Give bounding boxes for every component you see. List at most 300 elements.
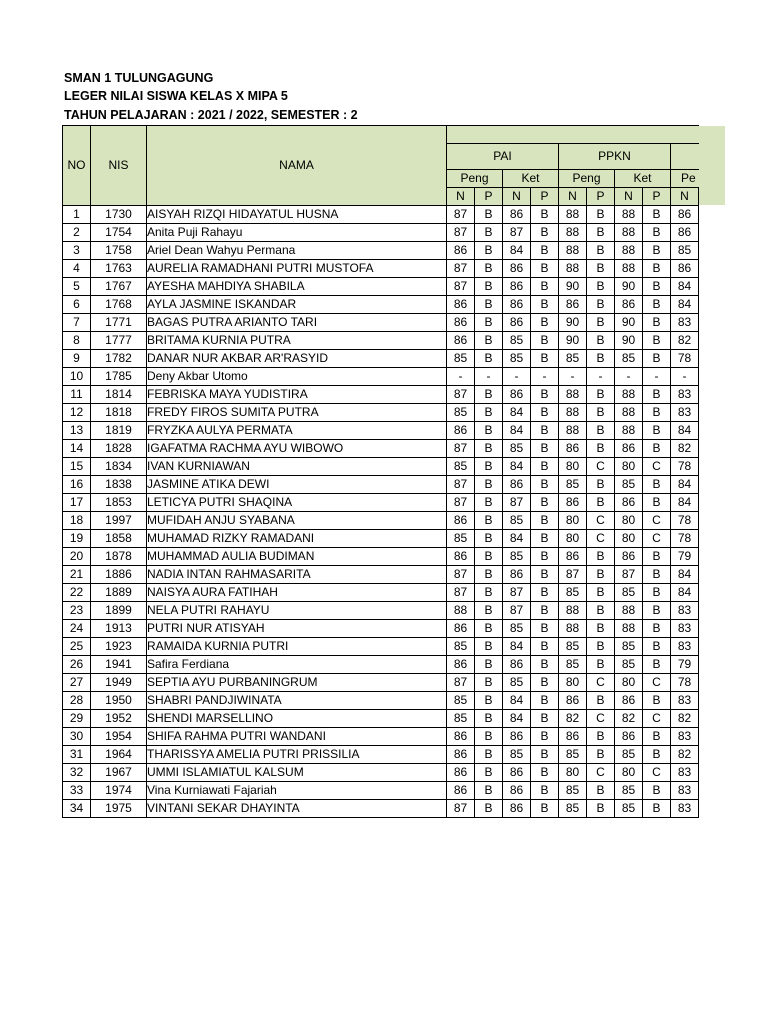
ppkn-ket-p: B (643, 602, 671, 620)
pai-ket-p: B (531, 206, 559, 224)
row-nama: PUTRI NUR ATISYAH (147, 620, 447, 638)
pai-ket-p: B (531, 440, 559, 458)
row-no: 5 (63, 278, 91, 296)
pai-peng-n: 86 (447, 764, 475, 782)
row-no: 21 (63, 566, 91, 584)
pai-ket-n: 86 (503, 206, 531, 224)
pai-peng-n: 87 (447, 206, 475, 224)
table-row (63, 296, 699, 314)
row-nama: Deny Akbar Utomo (147, 368, 447, 386)
ppkn-peng-p: B (587, 386, 615, 404)
ppkn-ket-n: 88 (615, 422, 643, 440)
row-nis: 1889 (91, 584, 147, 602)
row-no: 9 (63, 350, 91, 368)
ppkn-ket-n: 85 (615, 656, 643, 674)
row-nama: Anita Puji Rahayu (147, 224, 447, 242)
ppkn-peng-n: 85 (559, 782, 587, 800)
row-no: 8 (63, 332, 91, 350)
ppkn-peng-n: 88 (559, 422, 587, 440)
table-row (63, 404, 699, 422)
pai-ket-p: B (531, 314, 559, 332)
pai-ket-p: - (531, 368, 559, 386)
ppkn-peng-n: 90 (559, 314, 587, 332)
row-nis: 1730 (91, 206, 147, 224)
ppkn-peng-p: B (587, 350, 615, 368)
pai-peng-p: B (475, 530, 503, 548)
ppkn-ket-n: 88 (615, 386, 643, 404)
pai-peng-p: B (475, 548, 503, 566)
row-nis: 1782 (91, 350, 147, 368)
row-nama: Safira Ferdiana (147, 656, 447, 674)
row-nama: BAGAS PUTRA ARIANTO TARI (147, 314, 447, 332)
next-n: 79 (671, 548, 699, 566)
ppkn-peng-n: 80 (559, 674, 587, 692)
pai-ket-n: 87 (503, 224, 531, 242)
ppkn-peng-n: 88 (559, 620, 587, 638)
ppkn-peng-p: B (587, 278, 615, 296)
pai-peng-p: B (475, 242, 503, 260)
ppkn-ket-p: C (643, 530, 671, 548)
pai-ket-n: 85 (503, 350, 531, 368)
pai-peng-n: 88 (447, 602, 475, 620)
pai-peng-n: 86 (447, 242, 475, 260)
row-nis: 1949 (91, 674, 147, 692)
ppkn-peng-n: 82 (559, 710, 587, 728)
pai-ket-p: B (531, 548, 559, 566)
pai-peng-n: 85 (447, 404, 475, 422)
pai-ket-p: B (531, 278, 559, 296)
pai-peng-p: B (475, 386, 503, 404)
pai-ket-p: B (531, 656, 559, 674)
pai-ket-p: B (531, 242, 559, 260)
ppkn-peng-n: 80 (559, 512, 587, 530)
p-header: P (531, 187, 559, 205)
col-nis: NIS (91, 126, 147, 206)
ppkn-peng-p: B (587, 566, 615, 584)
ppkn-ket-n: 88 (615, 224, 643, 242)
row-no: 26 (63, 656, 91, 674)
row-nis: 1997 (91, 512, 147, 530)
ppkn-ket-n: - (615, 368, 643, 386)
ppkn-peng: Peng (559, 169, 615, 187)
next-n: 83 (671, 692, 699, 710)
table-row (63, 512, 699, 530)
row-nama: SEPTIA AYU PURBANINGRUM (147, 674, 447, 692)
row-nis: 1853 (91, 494, 147, 512)
ppkn-ket-p: C (643, 710, 671, 728)
pai-peng-n: 85 (447, 530, 475, 548)
pai-peng-n: 87 (447, 440, 475, 458)
table-row (63, 548, 699, 566)
ppkn-peng-p: C (587, 674, 615, 692)
pai-peng-p: B (475, 602, 503, 620)
ppkn-ket-n: 90 (615, 278, 643, 296)
table-row (63, 728, 699, 746)
row-nis: 1754 (91, 224, 147, 242)
next-n: 83 (671, 800, 699, 818)
table-row (63, 692, 699, 710)
ppkn-peng-p: B (587, 746, 615, 764)
next-n: 78 (671, 458, 699, 476)
ppkn-peng-n: 88 (559, 206, 587, 224)
row-nama: SHENDI MARSELLINO (147, 710, 447, 728)
row-no: 1 (63, 206, 91, 224)
pai-ket-n: 86 (503, 260, 531, 278)
next-n: 82 (671, 746, 699, 764)
pai-ket-p: B (531, 620, 559, 638)
next-n: 83 (671, 386, 699, 404)
pai-ket-p: B (531, 404, 559, 422)
ppkn-ket-p: B (643, 404, 671, 422)
pai-ket-p: B (531, 800, 559, 818)
ppkn-ket-p: B (643, 386, 671, 404)
pai-peng-n: 86 (447, 782, 475, 800)
pai-peng-p: B (475, 314, 503, 332)
p-header: P (475, 187, 503, 205)
table-row (63, 278, 699, 296)
row-no: 33 (63, 782, 91, 800)
row-nis: 1785 (91, 368, 147, 386)
row-nis: 1771 (91, 314, 147, 332)
ppkn-peng-p: B (587, 602, 615, 620)
ppkn-peng-n: 88 (559, 260, 587, 278)
pai-ket-n: 84 (503, 242, 531, 260)
pai-ket-p: B (531, 746, 559, 764)
ppkn-ket-p: B (643, 278, 671, 296)
pai-peng-n: - (447, 368, 475, 386)
pai-ket-n: 86 (503, 386, 531, 404)
row-nis: 1838 (91, 476, 147, 494)
next-n: - (671, 368, 699, 386)
ppkn-ket-p: B (643, 584, 671, 602)
pai-peng-n: 87 (447, 224, 475, 242)
table-row (63, 746, 699, 764)
row-nis: 1878 (91, 548, 147, 566)
pai-peng-n: 87 (447, 260, 475, 278)
ppkn-ket-n: 87 (615, 566, 643, 584)
ppkn-peng-n: - (559, 368, 587, 386)
ppkn-ket-p: B (643, 242, 671, 260)
ppkn-ket-n: 80 (615, 764, 643, 782)
pai-ket-n: 86 (503, 728, 531, 746)
ppkn-ket-p: B (643, 350, 671, 368)
ppkn-ket-p: B (643, 422, 671, 440)
table-row (63, 584, 699, 602)
row-no: 6 (63, 296, 91, 314)
ppkn-ket-p: B (643, 476, 671, 494)
row-nis: 1899 (91, 602, 147, 620)
row-no: 23 (63, 602, 91, 620)
row-no: 31 (63, 746, 91, 764)
row-no: 22 (63, 584, 91, 602)
pai-peng-p: B (475, 278, 503, 296)
ppkn-ket-n: 80 (615, 458, 643, 476)
next-n: 83 (671, 782, 699, 800)
row-no: 34 (63, 800, 91, 818)
ppkn-ket-p: B (643, 206, 671, 224)
pai-peng-p: B (475, 746, 503, 764)
pai-peng-n: 87 (447, 674, 475, 692)
pai-peng-n: 85 (447, 692, 475, 710)
row-no: 16 (63, 476, 91, 494)
pai-ket-n: 86 (503, 782, 531, 800)
row-nama: NAISYA AURA FATIHAH (147, 584, 447, 602)
row-nis: 1758 (91, 242, 147, 260)
row-no: 13 (63, 422, 91, 440)
pai-ket-p: B (531, 332, 559, 350)
pai-peng-p: B (475, 332, 503, 350)
pai-peng-n: 86 (447, 512, 475, 530)
row-no: 3 (63, 242, 91, 260)
ppkn-ket: Ket (615, 169, 671, 187)
ppkn-peng-n: 85 (559, 350, 587, 368)
ppkn-ket-p: B (643, 800, 671, 818)
table-row (63, 476, 699, 494)
ppkn-ket-n: 86 (615, 548, 643, 566)
ppkn-peng-n: 86 (559, 728, 587, 746)
n-header: N (671, 187, 699, 205)
pai-peng-n: 87 (447, 476, 475, 494)
ppkn-ket-p: B (643, 620, 671, 638)
table-row (63, 674, 699, 692)
pai-peng-p: B (475, 404, 503, 422)
pai-peng-p: B (475, 656, 503, 674)
row-no: 18 (63, 512, 91, 530)
pai-peng-n: 87 (447, 800, 475, 818)
ppkn-ket-n: 85 (615, 638, 643, 656)
ppkn-peng-n: 86 (559, 494, 587, 512)
next-n: 78 (671, 350, 699, 368)
ppkn-ket-n: 88 (615, 206, 643, 224)
row-nis: 1952 (91, 710, 147, 728)
pai-peng-n: 86 (447, 548, 475, 566)
row-nama: IVAN KURNIAWAN (147, 458, 447, 476)
row-nama: JASMINE ATIKA DEWI (147, 476, 447, 494)
pai-peng-p: B (475, 728, 503, 746)
p-header: P (587, 187, 615, 205)
ppkn-ket-n: 85 (615, 350, 643, 368)
ppkn-peng-n: 86 (559, 440, 587, 458)
grade-ledger-table (62, 125, 699, 818)
next-n: 86 (671, 224, 699, 242)
pai-peng-n: 87 (447, 584, 475, 602)
table-row (63, 350, 699, 368)
pai-peng-n: 87 (447, 278, 475, 296)
ppkn-peng-p: - (587, 368, 615, 386)
ppkn-ket-p: B (643, 440, 671, 458)
pai-peng-p: B (475, 620, 503, 638)
ppkn-peng-p: B (587, 440, 615, 458)
ppkn-peng-p: B (587, 584, 615, 602)
pai-ket-n: 86 (503, 314, 531, 332)
ppkn-ket-p: B (643, 692, 671, 710)
table-row (63, 422, 699, 440)
row-nis: 1950 (91, 692, 147, 710)
row-no: 15 (63, 458, 91, 476)
p-header: P (643, 187, 671, 205)
subject-pai: PAI (447, 144, 559, 169)
table-row (63, 494, 699, 512)
row-no: 27 (63, 674, 91, 692)
ppkn-ket-n: 90 (615, 314, 643, 332)
ppkn-peng-p: B (587, 422, 615, 440)
next-n: 86 (671, 206, 699, 224)
pai-peng-p: B (475, 260, 503, 278)
pai-ket-p: B (531, 674, 559, 692)
row-nis: 1814 (91, 386, 147, 404)
row-no: 2 (63, 224, 91, 242)
ppkn-peng-p: C (587, 764, 615, 782)
pai-ket-n: 84 (503, 404, 531, 422)
row-nis: 1974 (91, 782, 147, 800)
pai-ket-p: B (531, 494, 559, 512)
pai-peng-p: B (475, 440, 503, 458)
row-nis: 1768 (91, 296, 147, 314)
ppkn-peng-p: B (587, 476, 615, 494)
row-no: 14 (63, 440, 91, 458)
ledger-title: LEGER NILAI SISWA KELAS X MIPA 5 (64, 89, 288, 103)
table-row (63, 458, 699, 476)
pai-ket-p: B (531, 422, 559, 440)
table-row (63, 260, 699, 278)
pai-ket-p: B (531, 260, 559, 278)
row-nama: MUHAMMAD AULIA BUDIMAN (147, 548, 447, 566)
ppkn-peng-p: C (587, 710, 615, 728)
ppkn-peng-n: 88 (559, 386, 587, 404)
row-nama: BRITAMA KURNIA PUTRA (147, 332, 447, 350)
ppkn-peng-p: B (587, 404, 615, 422)
ppkn-ket-p: B (643, 296, 671, 314)
subject-next (671, 144, 699, 169)
pai-ket-n: 84 (503, 530, 531, 548)
row-nis: 1834 (91, 458, 147, 476)
row-no: 32 (63, 764, 91, 782)
ppkn-peng-n: 88 (559, 224, 587, 242)
table-row (63, 314, 699, 332)
row-nama: RAMAIDA KURNIA PUTRI (147, 638, 447, 656)
n-header: N (503, 187, 531, 205)
row-nama: IGAFATMA RACHMA AYU WIBOWO (147, 440, 447, 458)
pai-ket-n: 86 (503, 296, 531, 314)
next-n: 84 (671, 584, 699, 602)
row-no: 30 (63, 728, 91, 746)
ppkn-ket-p: B (643, 332, 671, 350)
ppkn-ket-n: 88 (615, 242, 643, 260)
pai-peng-p: B (475, 422, 503, 440)
pai-peng-n: 85 (447, 350, 475, 368)
pai-ket-p: B (531, 566, 559, 584)
row-no: 24 (63, 620, 91, 638)
row-nama: FREDY FIROS SUMITA PUTRA (147, 404, 447, 422)
next-n: 84 (671, 494, 699, 512)
table-row (63, 710, 699, 728)
col-no: NO (63, 126, 91, 206)
row-nama: AYESHA MAHDIYA SHABILA (147, 278, 447, 296)
pai-ket-p: B (531, 224, 559, 242)
ppkn-peng-p: C (587, 458, 615, 476)
pai-peng-n: 86 (447, 728, 475, 746)
next-n: 86 (671, 260, 699, 278)
pai-ket-n: 86 (503, 800, 531, 818)
pai-ket-n: 86 (503, 566, 531, 584)
pai-ket-n: 85 (503, 512, 531, 530)
row-nama: AISYAH RIZQI HIDAYATUL HUSNA (147, 206, 447, 224)
row-no: 19 (63, 530, 91, 548)
table-row (63, 638, 699, 656)
subject-ppkn: PPKN (559, 144, 671, 169)
pai-ket-n: 85 (503, 620, 531, 638)
pai-peng-n: 86 (447, 332, 475, 350)
row-no: 29 (63, 710, 91, 728)
pai-ket-p: B (531, 728, 559, 746)
academic-year: TAHUN PELAJARAN : 2021 / 2022, SEMESTER : 2 (64, 108, 358, 122)
ppkn-peng-p: B (587, 692, 615, 710)
pai-peng-n: 87 (447, 386, 475, 404)
next-peng: Pe (671, 169, 699, 187)
ppkn-ket-p: - (643, 368, 671, 386)
pai-peng-p: B (475, 692, 503, 710)
ppkn-ket-p: C (643, 674, 671, 692)
next-n: 83 (671, 404, 699, 422)
n-header: N (615, 187, 643, 205)
row-nis: 1941 (91, 656, 147, 674)
ppkn-ket-n: 80 (615, 674, 643, 692)
next-n: 84 (671, 566, 699, 584)
table-row (63, 386, 699, 404)
pai-peng-p: B (475, 494, 503, 512)
row-nama: NADIA INTAN RAHMASARITA (147, 566, 447, 584)
pai-peng-n: 85 (447, 458, 475, 476)
ppkn-peng-p: B (587, 638, 615, 656)
next-n: 78 (671, 530, 699, 548)
pai-ket-n: 84 (503, 710, 531, 728)
next-n: 84 (671, 278, 699, 296)
table-row (63, 206, 699, 224)
row-no: 25 (63, 638, 91, 656)
pai-ket-p: B (531, 638, 559, 656)
pai-ket-p: B (531, 296, 559, 314)
table-row (63, 566, 699, 584)
ppkn-peng-n: 86 (559, 548, 587, 566)
ppkn-ket-n: 88 (615, 404, 643, 422)
row-nama: FRYZKA AULYA PERMATA (147, 422, 447, 440)
ppkn-peng-n: 85 (559, 584, 587, 602)
next-n: 79 (671, 656, 699, 674)
ppkn-ket-n: 88 (615, 602, 643, 620)
ppkn-peng-p: B (587, 620, 615, 638)
pai-peng-n: 86 (447, 656, 475, 674)
ppkn-ket-n: 85 (615, 782, 643, 800)
pai-ket: Ket (503, 169, 559, 187)
row-nama: UMMI ISLAMIATUL KALSUM (147, 764, 447, 782)
pai-peng-p: B (475, 800, 503, 818)
row-nis: 1964 (91, 746, 147, 764)
pai-peng-n: 86 (447, 620, 475, 638)
pai-peng-p: B (475, 512, 503, 530)
ppkn-ket-n: 85 (615, 800, 643, 818)
next-n: 85 (671, 242, 699, 260)
ppkn-ket-n: 80 (615, 512, 643, 530)
pai-ket-p: B (531, 530, 559, 548)
pai-ket-n: 85 (503, 440, 531, 458)
row-no: 4 (63, 260, 91, 278)
pai-ket-p: B (531, 764, 559, 782)
row-nama: LETICYA PUTRI SHAQINA (147, 494, 447, 512)
ppkn-peng-n: 85 (559, 746, 587, 764)
pai-ket-n: 86 (503, 476, 531, 494)
table-row (63, 620, 699, 638)
ppkn-ket-n: 82 (615, 710, 643, 728)
